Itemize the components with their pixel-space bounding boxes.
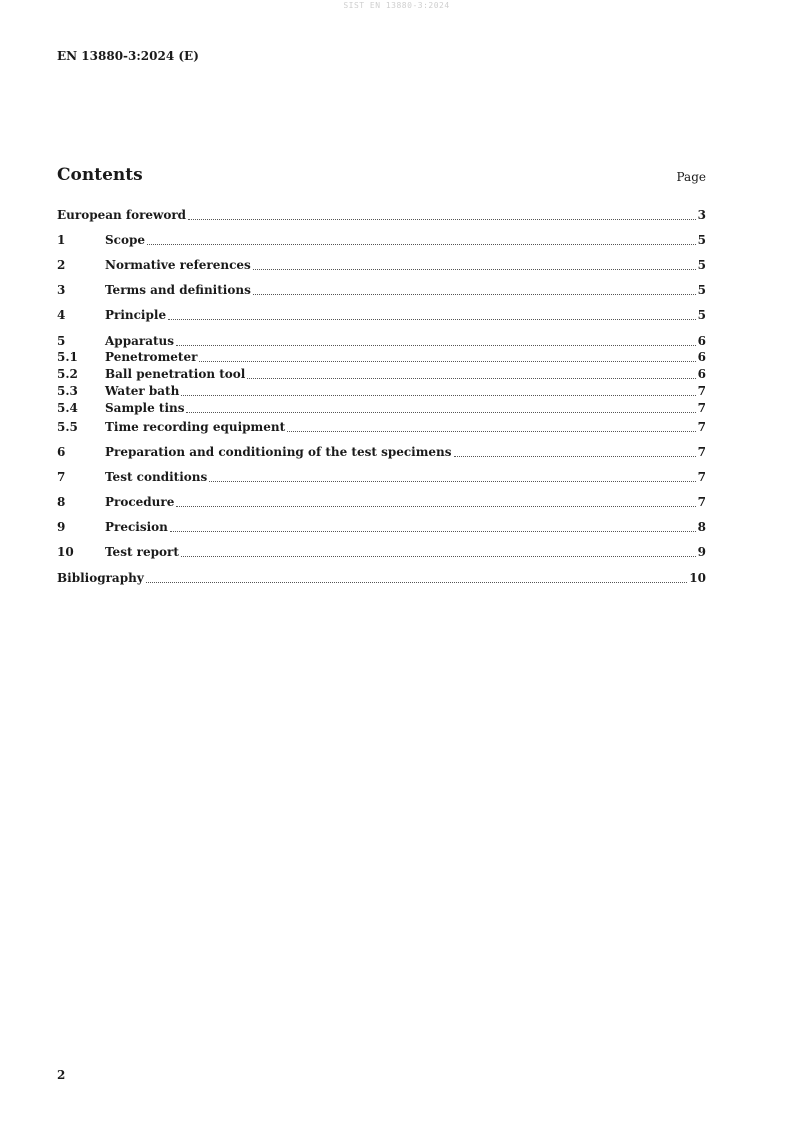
toc-entry-page: 10	[689, 571, 706, 585]
toc-entry-number: 1	[57, 233, 66, 247]
toc-entry-page: 7	[697, 470, 706, 484]
toc-entry-page: 9	[697, 545, 706, 559]
toc-entry-title: Water bath	[105, 384, 180, 398]
toc-entry-title: Test conditions	[105, 470, 208, 484]
toc-entry-page: 7	[697, 495, 706, 509]
toc-entry-page: 6	[697, 367, 706, 381]
toc-entry-water-bath[interactable]	[57, 383, 706, 399]
toc-entry-scope[interactable]	[57, 232, 706, 248]
toc-leader-dots	[176, 502, 695, 507]
toc-entry-number: 2	[57, 258, 66, 272]
toc-leader-dots	[253, 265, 696, 270]
toc-entry-page: 5	[697, 283, 706, 297]
toc-entry-european-foreword[interactable]	[57, 207, 706, 223]
toc-entry-number: 5	[57, 334, 66, 348]
toc-entry-page: 3	[697, 208, 706, 222]
document-identifier: EN 13880-3:2024 (E)	[57, 49, 199, 63]
toc-leader-dots	[146, 578, 688, 583]
toc-entry-page: 7	[697, 420, 706, 434]
toc-entry-test-conditions[interactable]	[57, 469, 706, 485]
toc-entry-test-report[interactable]	[57, 544, 706, 560]
toc-leader-dots	[247, 374, 695, 379]
toc-entry-page: 5	[697, 233, 706, 247]
toc-entry-title: Principle	[105, 308, 167, 322]
toc-entry-title: Penetrometer	[105, 350, 198, 364]
toc-leader-dots	[181, 391, 695, 396]
toc-leader-dots	[209, 477, 695, 482]
contents-heading: Contents	[57, 165, 143, 185]
toc-entry-sample-tins[interactable]	[57, 400, 706, 416]
toc-leader-dots	[253, 290, 696, 295]
toc-entry-page: 5	[697, 308, 706, 322]
toc-entry-page: 7	[697, 445, 706, 459]
page-column-heading: Page	[676, 170, 706, 184]
toc-entry-title: Bibliography	[57, 571, 144, 585]
toc-entry-page: 6	[697, 350, 706, 364]
toc-entry-precision[interactable]	[57, 519, 706, 535]
toc-entry-terms-and-definitions[interactable]	[57, 282, 706, 298]
toc-entry-page: 6	[697, 334, 706, 348]
toc-entry-number: 10	[57, 545, 74, 559]
toc-leader-dots	[188, 215, 696, 220]
toc-entry-title: Scope	[105, 233, 146, 247]
toc-entry-number: 9	[57, 520, 66, 534]
toc-leader-dots	[170, 527, 696, 532]
toc-entry-title: Preparation and conditioning of the test specimens	[105, 445, 452, 459]
toc-leader-dots	[176, 341, 696, 346]
toc-entry-number: 5.5	[57, 420, 78, 434]
toc-leader-dots	[181, 552, 696, 557]
toc-entry-procedure[interactable]	[57, 494, 706, 510]
toc-entry-preparation-and-conditioning[interactable]	[57, 444, 706, 460]
toc-entry-apparatus[interactable]	[57, 333, 706, 349]
toc-leader-dots	[199, 357, 695, 362]
toc-leader-dots	[287, 427, 696, 432]
table-of-contents	[57, 0, 706, 1122]
toc-entry-ball-penetration-tool[interactable]	[57, 366, 706, 382]
toc-leader-dots	[147, 240, 696, 245]
toc-entry-title: Ball penetration tool	[105, 367, 246, 381]
toc-entry-title: Apparatus	[105, 334, 174, 348]
toc-leader-dots	[168, 315, 696, 320]
toc-entry-number: 7	[57, 470, 66, 484]
toc-entry-page: 7	[697, 401, 706, 415]
toc-entry-page: 8	[697, 520, 706, 534]
toc-entry-title: Test report	[105, 545, 179, 559]
toc-entry-title: Terms and definitions	[105, 283, 251, 297]
toc-entry-number: 5.4	[57, 401, 78, 415]
footer-page-number: 2	[57, 1068, 66, 1082]
toc-entry-principle[interactable]	[57, 307, 706, 323]
toc-entry-title: Time recording equipment	[105, 420, 286, 434]
toc-leader-dots	[186, 408, 695, 413]
toc-entry-title: European foreword	[57, 208, 187, 222]
toc-entry-title: Precision	[105, 520, 168, 534]
toc-entry-number: 5.1	[57, 350, 78, 364]
toc-entry-title: Normative references	[105, 258, 251, 272]
toc-leader-dots	[454, 452, 696, 457]
toc-entry-number: 5.2	[57, 367, 78, 381]
toc-entry-penetrometer[interactable]	[57, 349, 706, 365]
toc-entry-page: 5	[697, 258, 706, 272]
toc-entry-number: 6	[57, 445, 66, 459]
toc-entry-time-recording-equipment[interactable]	[57, 419, 706, 435]
toc-entry-title: Procedure	[105, 495, 175, 509]
toc-entry-number: 8	[57, 495, 66, 509]
watermark: SIST EN 13880-3:2024	[343, 1, 450, 10]
toc-entry-normative-references[interactable]	[57, 257, 706, 273]
toc-entry-page: 7	[697, 384, 706, 398]
toc-entry-number: 3	[57, 283, 66, 297]
toc-entry-number: 5.3	[57, 384, 78, 398]
toc-entry-title: Sample tins	[105, 401, 185, 415]
toc-entry-bibliography[interactable]	[57, 570, 706, 586]
toc-entry-number: 4	[57, 308, 66, 322]
